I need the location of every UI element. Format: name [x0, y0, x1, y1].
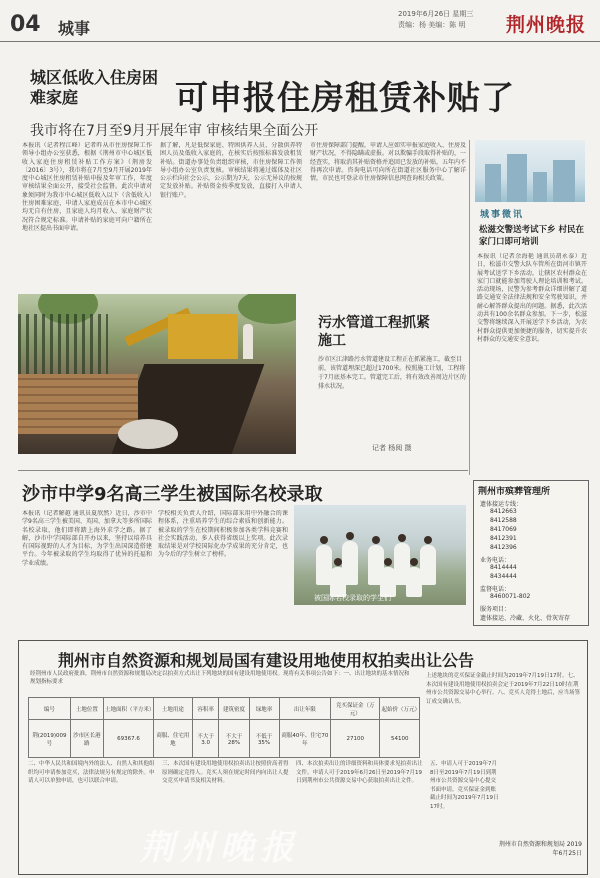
column-divider: [469, 140, 470, 475]
lead-headline: 可申报住房租赁补贴了: [175, 78, 515, 117]
ad-line: 服务项目：: [480, 606, 511, 613]
notice-column-3: 四、本次拍卖出让的详细资料和具体要求见拍卖出让文件。申请人可于2019年6月26日至2019年7月19日到荆州市公共资源交易中心获取拍卖出让文件。: [296, 761, 423, 784]
ad-line: 监督电话：: [480, 586, 511, 593]
notice-column-1: 二、中华人民共和国境内外的法人、自然人和其他组织均可申请参加竞买，法律法规另有规定的除外。申请人可以单独申请，也可以联合申请。: [28, 761, 155, 784]
table-cell: 商服、住宅用地: [153, 720, 192, 758]
student-head-shape: [346, 532, 354, 540]
table-cell: 不低于35%: [249, 720, 279, 758]
table-header: 容积率: [192, 698, 219, 720]
ad-line: 8412391: [490, 535, 517, 542]
table-cell: 27100: [331, 720, 380, 758]
notice-column-4: 五、申请人可于2019年7月8日至2019年7月19日到荆州市公共资源交易中心提交书面申请。竞买保证金到账截止时间为2019年7月19日17时。: [430, 761, 499, 810]
worker-shape: [243, 324, 253, 359]
photo-story-title: 污水管道工程抓紧施工: [318, 315, 430, 349]
table-header: 竞买保证金（万元）: [331, 698, 380, 720]
notice-table: [28, 697, 420, 758]
students-photo: [294, 505, 466, 605]
section-name: 城事: [58, 19, 91, 38]
table-cell: 商服40年、住宅70年: [279, 720, 330, 758]
ad-line: 遗体接运、冷藏、火化、骨灰寄存: [480, 615, 571, 622]
notice-intro: 经荆州市人民政府批准，荆州市自然资源和规划局决定以拍卖方式出让下列地块的国有建设用地使用权。现将有关事项公告如下：一、出让地块的基本情况和规划指标要求: [30, 671, 410, 685]
header-meta: [398, 9, 508, 31]
construction-photo: [18, 294, 296, 454]
students-photo-caption: 被国际名校录取的学生们: [314, 594, 391, 602]
student-head-shape: [334, 558, 342, 566]
building-shape: [553, 160, 575, 202]
building-shape: [507, 154, 527, 202]
sidebar-banner: 城事微讯: [480, 210, 525, 220]
second-column-2: 学校相关负责人介绍，国际部采用中外融合的课程体系，注重培养学生的综合素质和创新能力。被录取的学生在校期间积极参加各类学科竞赛和社会实践活动，多人获得省级以上奖项。此次录取结果是对学校国际化办学成果的充分肯定，也为今后的学生树立了榜样。: [158, 510, 288, 559]
table-cell: 沙市区长港路: [70, 720, 103, 758]
lead-column-1: 本报讯（记者程江峰）记者昨从市住房保障工作领导小组办公室获悉，根据《荆州市中心城区低收入家庭住房租赁补贴工作方案》（荆房发〔2016〕3号），我市将在7月至9月开展2019年度中心城区住房租赁补贴申报及年审工作，年度审核结果全面公开，接受社会监督。此次申请对象须同时为我市中心城区低收入以下（含低收入）住房困难家庭，申请人家庭成员在本市中心城区均无自有住房，且家庭人均月收入、家庭财产状况符合规定标准。申请补贴的家庭可向户籍所在地社区提出书面申请。: [22, 142, 152, 232]
planks-shape: [18, 374, 138, 434]
ad-line: 业务电话：: [480, 557, 511, 564]
notice-title: 荆州市自然资源和规划局国有建设用地使用权拍卖出让公告: [58, 651, 475, 670]
ad-line: 8417069: [490, 526, 517, 533]
date-line: 2019年6月26日 星期三: [398, 10, 474, 18]
fence-shape: [18, 314, 108, 374]
funeral-office-ad: [473, 480, 589, 626]
notice-column-2: 三、本次国有建设用地使用权拍卖出让按照价高者得原则确定竞得人。竞买人须在规定时间内向出让人提交竞买申请书及相关材料。: [162, 761, 289, 784]
table-header: 绿地率: [249, 698, 279, 720]
sidebar-image: [475, 140, 585, 202]
table-header: 土地位置: [70, 698, 103, 720]
student-head-shape: [384, 558, 392, 566]
second-headline: 沙市中学9名高三学生被国际名校录取: [22, 484, 323, 505]
table-header: 起始价（万元）: [380, 698, 420, 720]
sidebar-text: 本报讯（记者余海艳 通讯员胡永泰）近日，松滋市交警大队车管所在街河市镇开展考试送学下乡活动，让辖区农村群众在家门口就能参加驾驶人理论培训和考试。活动现场，民警为参考群众详细讲解了道路交通安全法律法规和安全驾驶知识，并耐心解答群众提出的问题。据悉，此次活动共有100余名群众参加。下一步，松滋交警将继续深入开展送学下乡活动，为农村群众提供更加便捷的服务，切实提升农村群众的交通安全意识。: [477, 253, 587, 343]
masthead: [0, 0, 600, 42]
table-cell: 不大于28%: [219, 720, 249, 758]
table-cell: 不大于3.0: [192, 720, 219, 758]
table-header: 土地用途: [153, 698, 192, 720]
second-column-1: 本报讯（记者解越 通讯员夏欣然）近日，沙市中学9名高三学生被美国、英国、加拿大等多所国际名校录取，他们即将踏上海外求学之路。据了解，沙市中学国际部自开办以来，坚持以培养具有国际视野的人才为目标，为学生出国深造搭建平台。今年被录取的学生均取得了优异的托福和学业成绩。: [22, 510, 152, 567]
ad-line: 8460071-802: [490, 593, 531, 600]
ad-line: 遗体接运专线：: [480, 501, 523, 508]
notice-right-column: 上述地块的竞买保证金截止时间为2019年7月19日17时。七、本次国有建设用地使用权拍卖会定于2019年7月22日10时在荆州市公共资源交易中心举行。八、竞买人竞得土地后，应当场签订成交确认书。: [426, 673, 581, 705]
section-divider: [18, 470, 468, 471]
student-shape: [420, 545, 436, 585]
sidebar-title: 松滋交警送考试下乡 村民在家门口即可培训: [479, 225, 584, 247]
student-head-shape: [410, 558, 418, 566]
student-head-shape: [424, 536, 432, 544]
table-header: 出让年限: [279, 698, 330, 720]
newspaper-logo: 荆州晚报: [506, 14, 587, 36]
student-shape: [406, 567, 422, 597]
student-head-shape: [320, 536, 328, 544]
table-header: 编号: [29, 698, 71, 720]
tree-shape: [238, 294, 296, 324]
watermark: 荆州晚报: [140, 828, 300, 868]
ad-line: 8412396: [490, 544, 517, 551]
ad-title: 荆州市殡葬管理所: [478, 487, 551, 497]
ad-line: 8412588: [490, 517, 517, 524]
student-head-shape: [398, 534, 406, 542]
table-cell: 54100: [380, 720, 420, 758]
lead-headline-small: 城区低收入住房困难家庭: [30, 68, 159, 107]
lead-column-2: 据了解，凡是低保家庭、特困供养人员、分散供养特困人员及低收入家庭的，在核实后按照标准发放租赁补贴。街道办事处负责组织审核，市住房保障工作领导小组办公室负责复核。审核结果将通过媒体及社区公示栏向社会公示，公示期为7天，公示无异议的按规定发放补贴。补贴资金按季度发放，直接打入申请人银行账户。: [160, 142, 302, 199]
ad-line: 8412663: [490, 508, 517, 515]
table-cell: 69367.6: [104, 720, 154, 758]
table-header-row: [29, 698, 420, 720]
lead-column-3: 市住房保障部门提醒，申请人应如实申报家庭收入、住房及财产状况，不得隐瞒或虚报。对以欺骗手段取得补贴的，一经查实，将取消其补贴资格并追回已发放的补贴，五年内不得再次申请。咨询电话可向所在街道社区服务中心了解详情，市民也可登录市住房保障信息网查询相关政策。: [310, 142, 466, 183]
notice-signature: 荆州市自然资源和规划局 2019年6月25日: [498, 841, 582, 857]
table-cell: 荆(2019)009号: [29, 720, 71, 758]
photo-credit: 记者 杨阅 摄: [372, 444, 412, 452]
pipe-shape: [118, 419, 178, 449]
building-shape: [485, 164, 501, 202]
photo-story-caption: 沙市区江津路污水管道建设工程正在抓紧施工，截至目前，该管道埋深已超过1700米。按照施工计划，工程将于7月底基本完工。管道完工后，将有效改善周边片区的排水状况。: [318, 356, 466, 390]
lead-subhead: 我市将在7月至9月开展年审 审核结果全面公开: [30, 123, 319, 139]
page-number: 04: [10, 12, 41, 37]
ad-line: 8414444: [490, 564, 517, 571]
building-shape: [533, 172, 547, 202]
student-head-shape: [372, 536, 380, 544]
excavator-shape: [168, 314, 238, 359]
ad-line: 8434444: [490, 573, 517, 580]
table-row: [29, 720, 420, 758]
table-header: 建筑密度: [219, 698, 249, 720]
editor-line: 责编：杨 美编：陈 明: [398, 21, 466, 29]
table-header: 土地面积（平方米）: [104, 698, 154, 720]
